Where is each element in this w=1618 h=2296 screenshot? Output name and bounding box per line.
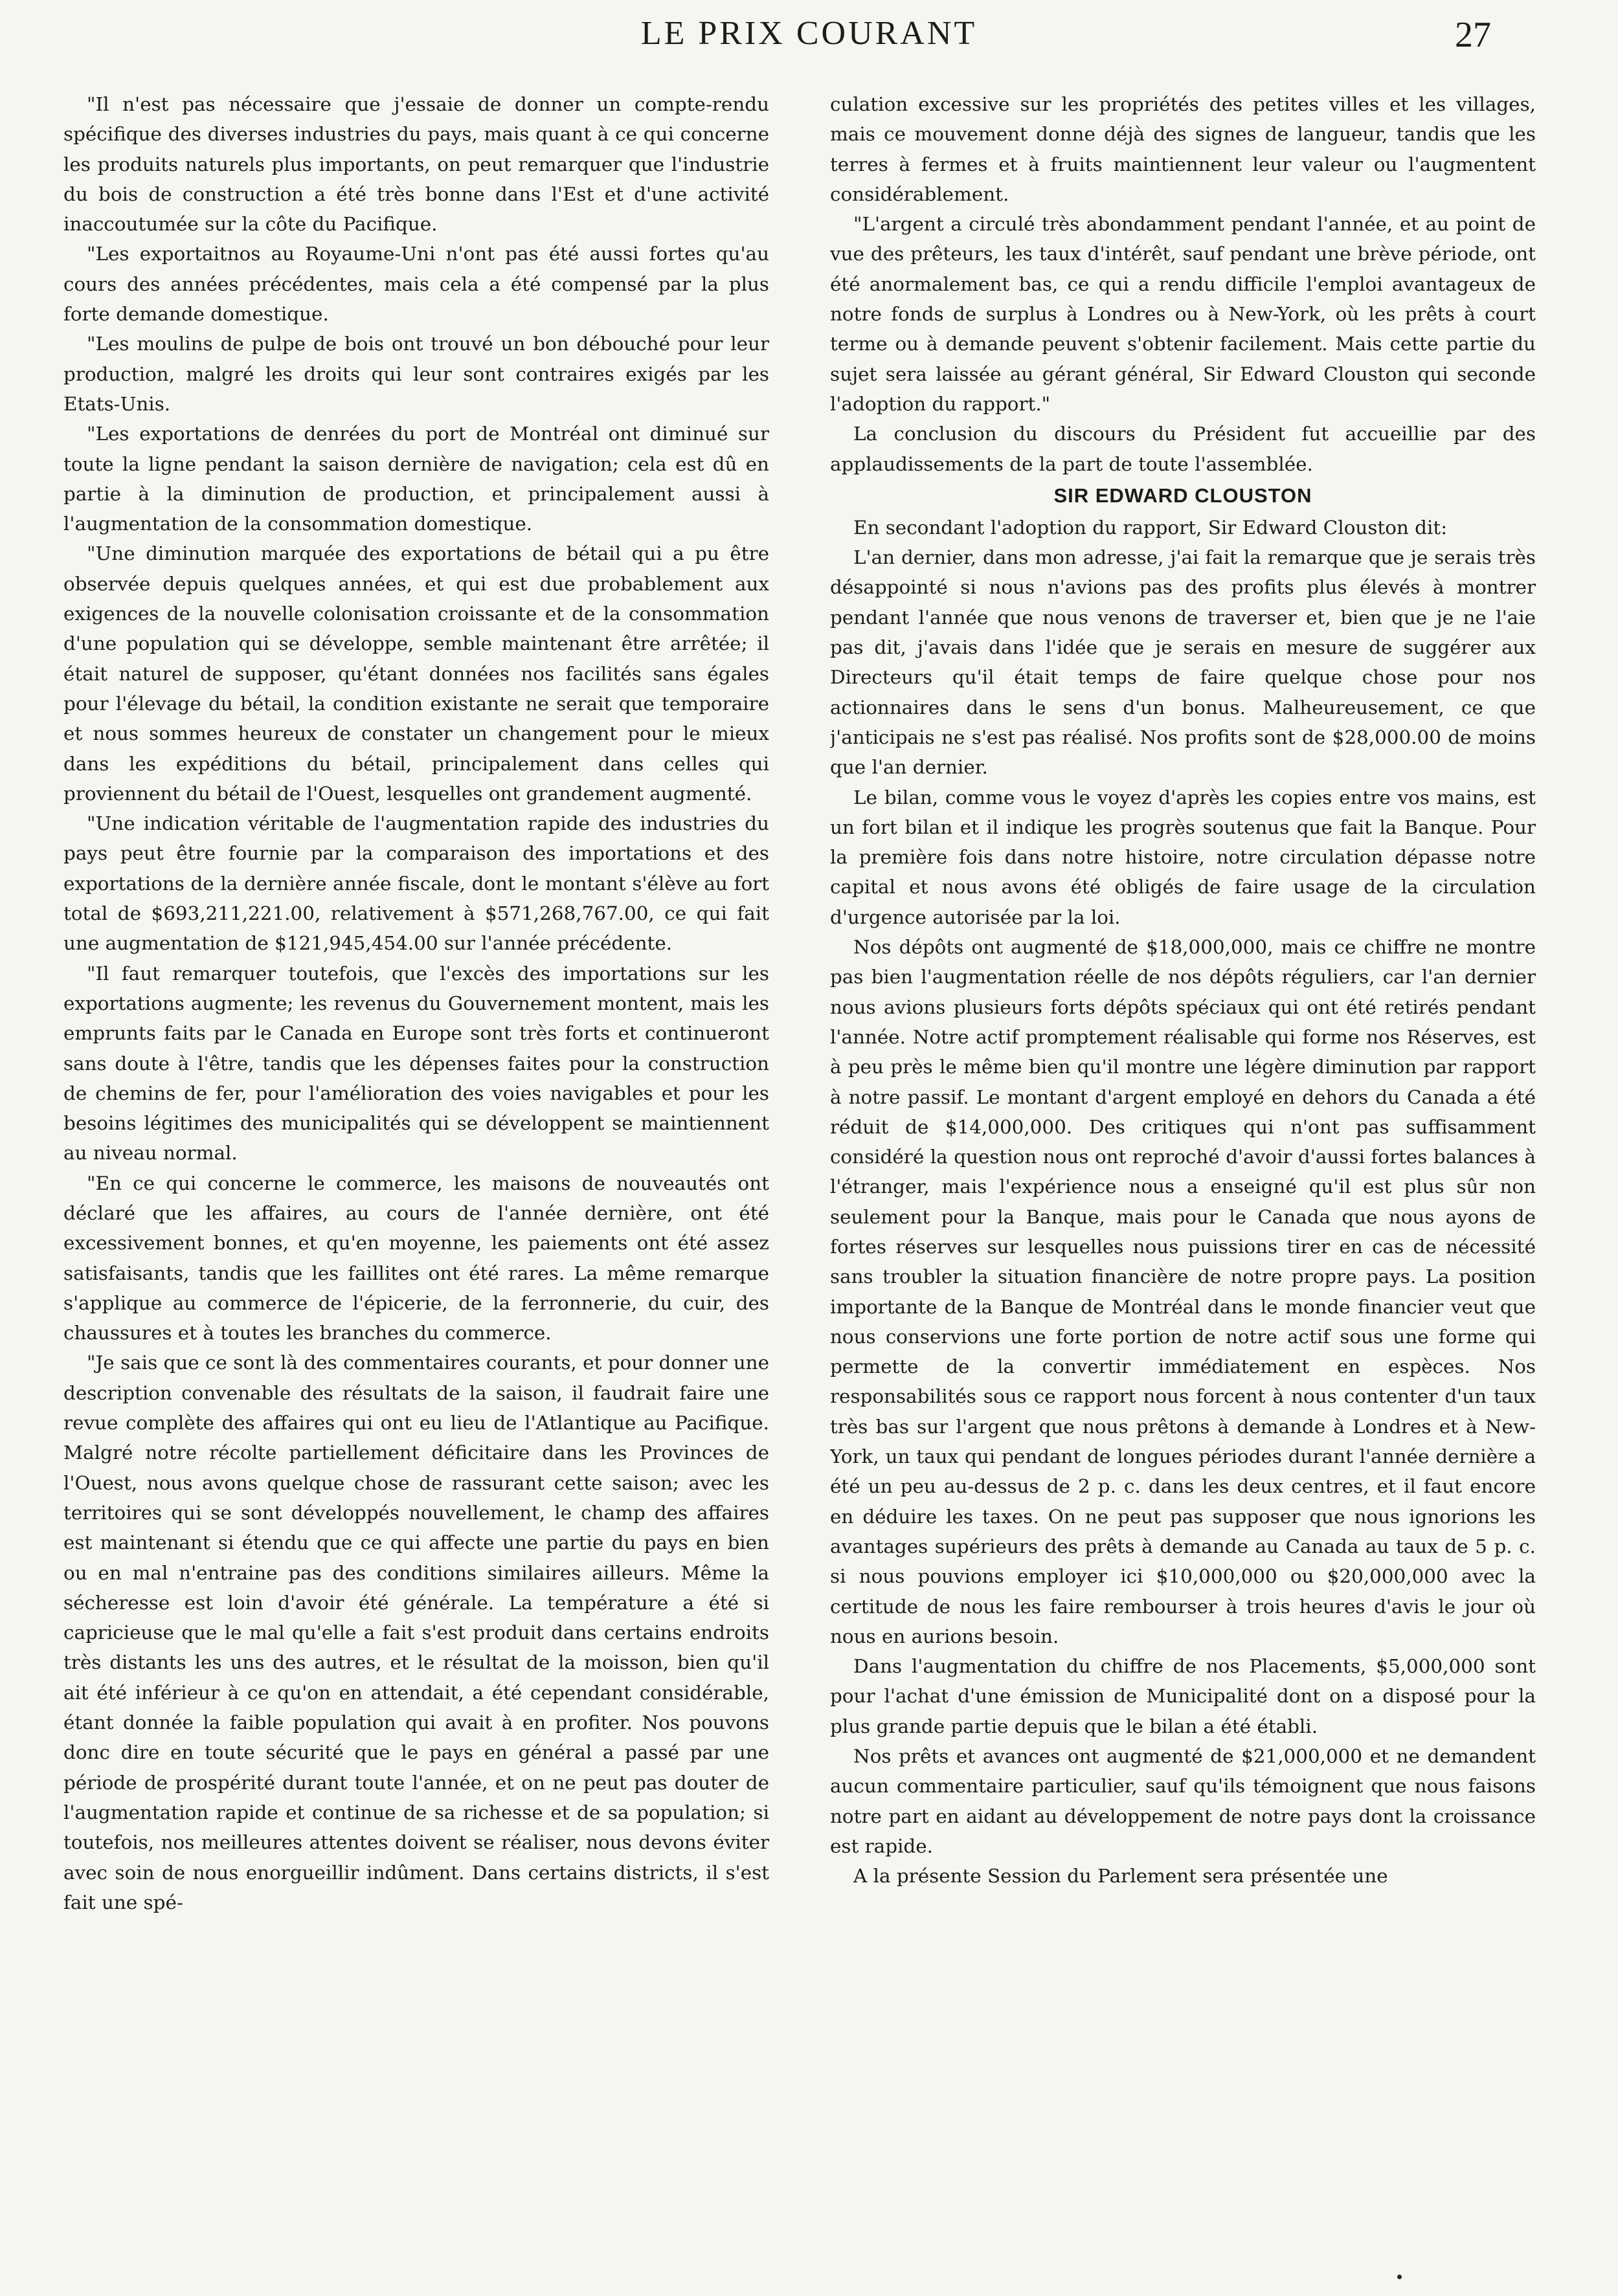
paragraph: culation excessive sur les propriétés des petites villes et les villages, mais ce mouvement donne déjà des signes de langueur, tandis que les terres à fermes et à fruits maintiennent leur valeur ou l'augmentent considérablement. bbox=[830, 93, 1536, 205]
paragraph: "Il faut remarquer toutefois, que l'excès des importations sur les exportations augmente; les revenus du Gouvernement montent, mais les emprunts faits par le Canada en Europe sont très forts et continueront sans doute à l'être, tandis que les dépenses faites pour la construction de chemins de fer, pour l'amélioration des voies navigables et pour les besoins légitimes des municipalités qui se développent se maintiennent au niveau normal. bbox=[63, 962, 769, 1165]
paragraph: "Une indication véritable de l'augmentation rapide des industries du pays peut être fournie par la comparaison des importations et des exportations de la dernière année fiscale, dont le montant s'élève au fort total de $693,211,221.00, relativement à $571,268,767.00, ce qui fait une augmentation de $121,945,454.00 sur l'année précédente. bbox=[63, 812, 769, 955]
paragraph: "Une diminution marquée des exportations de bétail qui a pu être observée depuis quelques années, et qui est due probablement aux exigences de la nouvelle colonisation croissante et de la consommation d'une population qui se développe, semble maintenant être arrêtée; il était naturel de supposer, qu'étant données nos facilités sans égales pour l'élevage du bétail, la condition existante ne serait que temporaire et nous sommes heureux de constater un changement pour le mieux dans les expéditions du bétail, principalement dans celles qui proviennent du bétail de l'Ouest, lesquelles ont grandement augmenté. bbox=[63, 542, 769, 805]
page-header bbox=[0, 14, 1618, 66]
paragraph: "L'argent a circulé très abondamment pendant l'année, et au point de vue des prêteurs, les taux d'intérêt, sauf pendant une brève période, ont été anormalement bas, ce qui a rendu difficile l'emploi avantageux de notre fonds de surplus à Londres ou à New-York, où les prêts à court terme ou à demande peuvent s'obtenir facilement. Mais cette partie du sujet sera laissée au gérant général, Sir Edward Clouston qui seconde l'adoption du rapport." bbox=[830, 213, 1536, 415]
paragraph: Dans l'augmentation du chiffre de nos Placements, $5,000,000 sont pour l'achat d'une émission de Municipalité dont on a disposé pour la plus grande partie depuis que le bilan a été établi. bbox=[830, 1655, 1536, 1737]
paragraph: A la présente Session du Parlement sera présentée une bbox=[853, 1865, 1388, 1888]
ink-speck bbox=[1397, 2275, 1402, 2279]
paragraph: "Les exportaitnos au Royaume-Uni n'ont pas été aussi fortes qu'au cours des années précédentes, mais cela a été compensé par la plus forte demande domestique. bbox=[63, 243, 769, 326]
paragraph: En secondant l'adoption du rapport, Sir Edward Clouston dit: bbox=[853, 516, 1448, 539]
paragraph: La conclusion du discours du Président fut accueillie par des applaudissements de la part de toute l'assemblée. bbox=[830, 423, 1536, 475]
page-number: 27 bbox=[1455, 15, 1491, 55]
section-heading: SIR EDWARD CLOUSTON bbox=[1053, 484, 1312, 507]
paragraph: Nos prêts et avances ont augmenté de $21,000,000 et ne demandent aucun commentaire particulier, sauf qu'ils témoignent que nous faisons notre part en aidant au développement de notre pays dont la croissance est rapide. bbox=[830, 1745, 1536, 1857]
paragraph: "Les moulins de pulpe de bois ont trouvé un bon débouché pour leur production, malgré les droits qui leur sont contraires exigés par les Etats-Unis. bbox=[63, 333, 769, 415]
left-column bbox=[63, 89, 769, 2251]
paragraph: L'an dernier, dans mon adresse, j'ai fait la remarque que je serais très désappointé si nous n'avions pas des profits plus élevés à montrer pendant l'année que nous venons de traverser et, bien que je ne l'aie pas dit, j'avais dans l'idée que je serais en mesure de suggérer aux Directeurs qu'il était temps de faire quelque chose pour nos actionnaires dans le sens d'un bonus. Malheureusement, ce que j'anticipais ne s'est pas réalisé. Nos profits sont de $28,000.00 de moins que l'an dernier. bbox=[830, 546, 1536, 779]
journal-title: LE PRIX COURANT bbox=[640, 15, 978, 52]
paragraph: "Je sais que ce sont là des commentaires courants, et pour donner une description convenable des résultats de la saison, il faudrait faire une revue complète des affaires qui ont eu lieu de l'Atlantique au Pacifique. Malgré notre récolte partiellement déficitaire dans les Provinces de l'Ouest, nous avons quelque chose de rassurant cette saison; avec les territoires qui se sont développés nouvellement, le champ des affaires est maintenant si étendu que ce qui affecte une partie du pays en bien ou en mal n'entraine pas des conditions similaires ailleurs. Même la sécheresse est loin d'avoir été générale. La température a été si capricieuse que le mal qu'elle a fait s'est produit dans certains endroits très distants les uns des autres, et le résultat de la moisson, bien qu'il ait été inférieur à ce qu'on en attendait, a été cependant considérable, étant donnée la faible population qui avait à en profiter. Nos pouvons donc dire en toute sécurité que le pays en général a passé par une période de prospérité durant toute l'année, et on ne peut pas douter de l'augmentation rapide et continue de sa richesse et de sa population; si toutefois, nos meilleures attentes doivent se réaliser, nous devons éviter avec soin de nous enorgueillir indûment. Dans certains districts, il s'est fait une spé- bbox=[63, 1352, 769, 1913]
right-column bbox=[830, 89, 1536, 2251]
paragraph: Nos dépôts ont augmenté de $18,000,000, mais ce chiffre ne montre pas bien l'augmentation réelle de nos dépôts réguliers, car l'an dernier nous avions plusieurs forts dépôts spéciaux qui ont été retirés pendant l'année. Notre actif promptement réalisable qui forme nos Réserves, est à peu près le même bien qu'il montre une légère diminution par rapport à notre passif. Le montant d'argent employé en dehors du Canada a été réduit de $14,000,000. Des critiques qui n'ont pas suffisamment considéré la question nous ont reproché d'avoir d'aussi fortes balances à l'étranger, mais l'expérience nous a enseigné qu'il est plus sûr non seulement pour la Banque, mais pour le Canada que nous ayons de fortes réserves sur lesquelles nous puissions tirer en cas de nécessité sans troubler la situation financière de notre propre pays. La position importante de la Banque de Montréal dans le monde financier veut que nous conservions une forte portion de notre actif sous une forme qui permette de la convertir immédiatement en espèces. Nos responsabilités sous ce rapport nous forcent à nous contenter d'un taux très bas sur l'argent que nous prêtons à demande à Londres et à New-York, un taux qui pendant de longues périodes durant l'année dernière a été un peu au-dessus de 2 p. c. dans les deux centres, et il faut encore en déduire les taxes. On ne peut pas supposer que nous ignorions les avantages supérieurs des prêts à demande au Canada au taux de 5 p. c. si nous pouvions employer ici $10,000,000 ou $20,000,000 avec la certitude de nous les faire rembourser à trois heures d'avis le jour où nous en aurions besoin. bbox=[830, 936, 1536, 1647]
paragraph: "Les exportations de denrées du port de Montréal ont diminué sur toute la ligne pendant la saison dernière de navigation; cela est dû en partie à la diminution de production, et principalement aussi à l'augmentation de la consommation domestique. bbox=[63, 423, 769, 535]
paragraph: "En ce qui concerne le commerce, les maisons de nouveautés ont déclaré que les affaires, au cours de l'année dernière, ont été excessivement bonnes, et qu'en moyenne, les paiements ont été assez satisfaisants, tandis que les faillites ont été rares. La même remarque s'applique au commerce de l'épicerie, de la ferronnerie, du cuir, des chaussures et à toutes les branches du commerce. bbox=[63, 1172, 769, 1344]
paragraph: "Il n'est pas nécessaire que j'essaie de donner un compte-rendu spécifique des diverses industries du pays, mais quant à ce qui concerne les produits naturels plus importants, on peut remarquer que l'industrie du bois de construction a été très bonne dans l'Est et d'une activité inaccoutumée sur la côte du Pacifique. bbox=[63, 93, 769, 236]
paragraph: Le bilan, comme vous le voyez d'après les copies entre vos mains, est un fort bilan et il indique les progrès soutenus que fait la Banque. Pour la première fois dans notre histoire, notre circulation dépasse notre capital et nous avons été obligés de faire usage de la circulation d'urgence autorisée par la loi. bbox=[830, 786, 1536, 928]
